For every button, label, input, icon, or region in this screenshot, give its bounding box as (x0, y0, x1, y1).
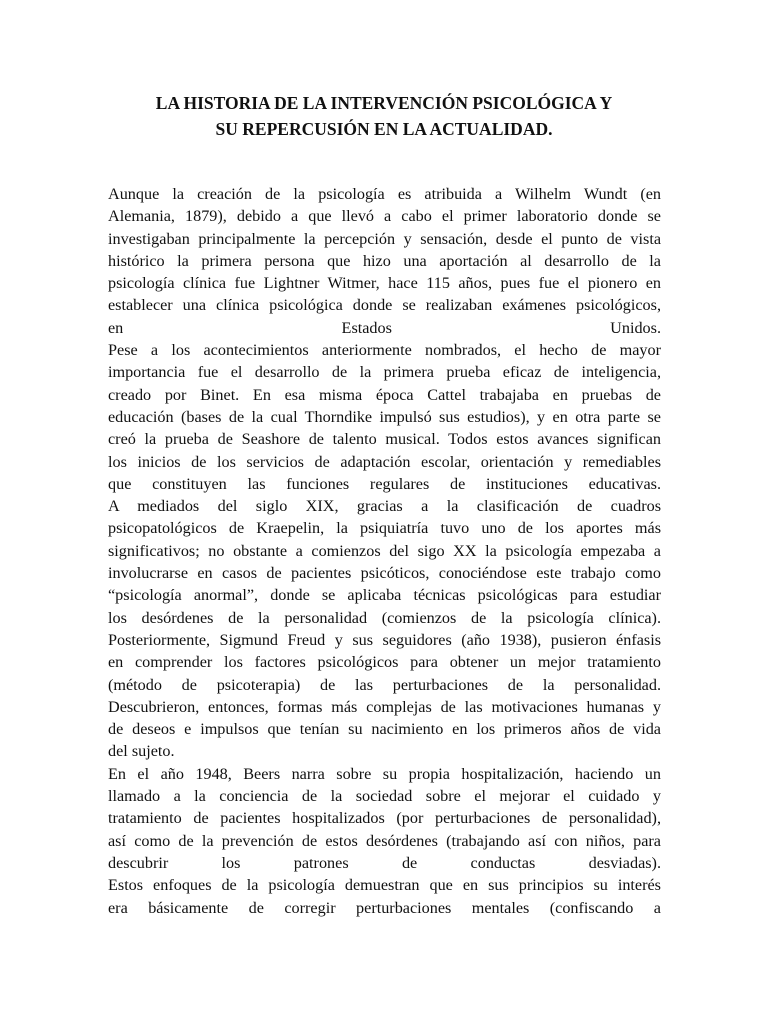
body-line: establecer una clínica psicológica donde se realizaban exámenes psicológicos, (108, 296, 661, 315)
body-line: que constituyen las funciones regulares de instituciones educativas. (108, 474, 661, 493)
body-line: en Estados Unidos. (108, 318, 661, 337)
body-line: significativos; no obstante a comienzos del sigo XX la psicología empezaba a (108, 541, 661, 560)
body-line: en comprender los factores psicológicos para obtener un mejor tratamiento (108, 653, 661, 672)
body-line: descubrir los patrones de conductas desviadas). (108, 853, 661, 872)
body-line: tratamiento de pacientes hospitalizados (por perturbaciones de personalidad), (108, 809, 661, 828)
body-line: Descubrieron, entonces, formas más complejas de las motivaciones humanas y (108, 697, 661, 716)
body-line: involucrarse en casos de pacientes psicóticos, conociéndose este trabajo como (108, 564, 661, 583)
body-line: investigaban principalmente la percepción y sensación, desde el punto de vista (108, 229, 661, 248)
body-line: psicología clínica fue Lightner Witmer, hace 115 años, pues fue el pionero en (108, 274, 661, 293)
body-line: los inicios de los servicios de adaptación escolar, orientación y remediables (108, 452, 661, 471)
body-line: Posteriormente, Sigmund Freud y sus seguidores (año 1938), pusieron énfasis (108, 630, 661, 649)
document-body (108, 183, 661, 919)
body-line: llamado a la conciencia de la sociedad sobre el mejorar el cuidado y (108, 787, 661, 806)
body-line: importancia fue el desarrollo de la primera prueba eficaz de inteligencia, (108, 363, 661, 382)
body-line: creó la prueba de Seashore de talento musical. Todos estos avances significan (108, 430, 661, 449)
body-line: Pese a los acontecimientos anteriormente nombrados, el hecho de mayor (108, 341, 661, 360)
body-line: “psicología anormal”, donde se aplicaba técnicas psicológicas para estudiar (108, 586, 661, 605)
body-line: A mediados del siglo XIX, gracias a la clasificación de cuadros (108, 497, 661, 516)
body-line: En el año 1948, Beers narra sobre su propia hospitalización, haciendo un (108, 764, 661, 783)
title-line: SU REPERCUSIÓN EN LA ACTUALIDAD. (215, 119, 553, 139)
body-line: del sujeto. (108, 742, 175, 761)
body-line: creado por Binet. En esa misma época Cattel trabajaba en pruebas de (108, 385, 661, 404)
body-line: educación (bases de la cual Thorndike impulsó sus estudios), y en otra parte se (108, 407, 661, 426)
body-line: era básicamente de corregir perturbaciones mentales (confiscando a (108, 898, 661, 917)
body-line: (método de psicoterapia) de las perturbaciones de la personalidad. (108, 675, 661, 694)
body-line: así como de la prevención de estos desórdenes (trabajando así con niños, para (108, 831, 661, 850)
title-line: LA HISTORIA DE LA INTERVENCIÓN PSICOLÓGICA Y (155, 93, 613, 113)
body-line: histórico la primera persona que hizo una aportación al desarrollo de la (108, 251, 661, 270)
body-line: Alemania, 1879), debido a que llevó a cabo el primer laboratorio donde se (108, 207, 661, 226)
body-line: los desórdenes de la personalidad (comienzos de la psicología clínica). (108, 608, 661, 627)
document-title (60, 90, 708, 142)
body-line: Estos enfoques de la psicología demuestran que en sus principios su interés (108, 876, 661, 895)
body-line: psicopatológicos de Kraepelin, la psiquiatría tuvo uno de los aportes más (108, 519, 661, 538)
body-line: de deseos e impulsos que tenían su nacimiento en los primeros años de vida (108, 720, 661, 739)
body-line: Aunque la creación de la psicología es atribuida a Wilhelm Wundt (en (108, 185, 661, 203)
